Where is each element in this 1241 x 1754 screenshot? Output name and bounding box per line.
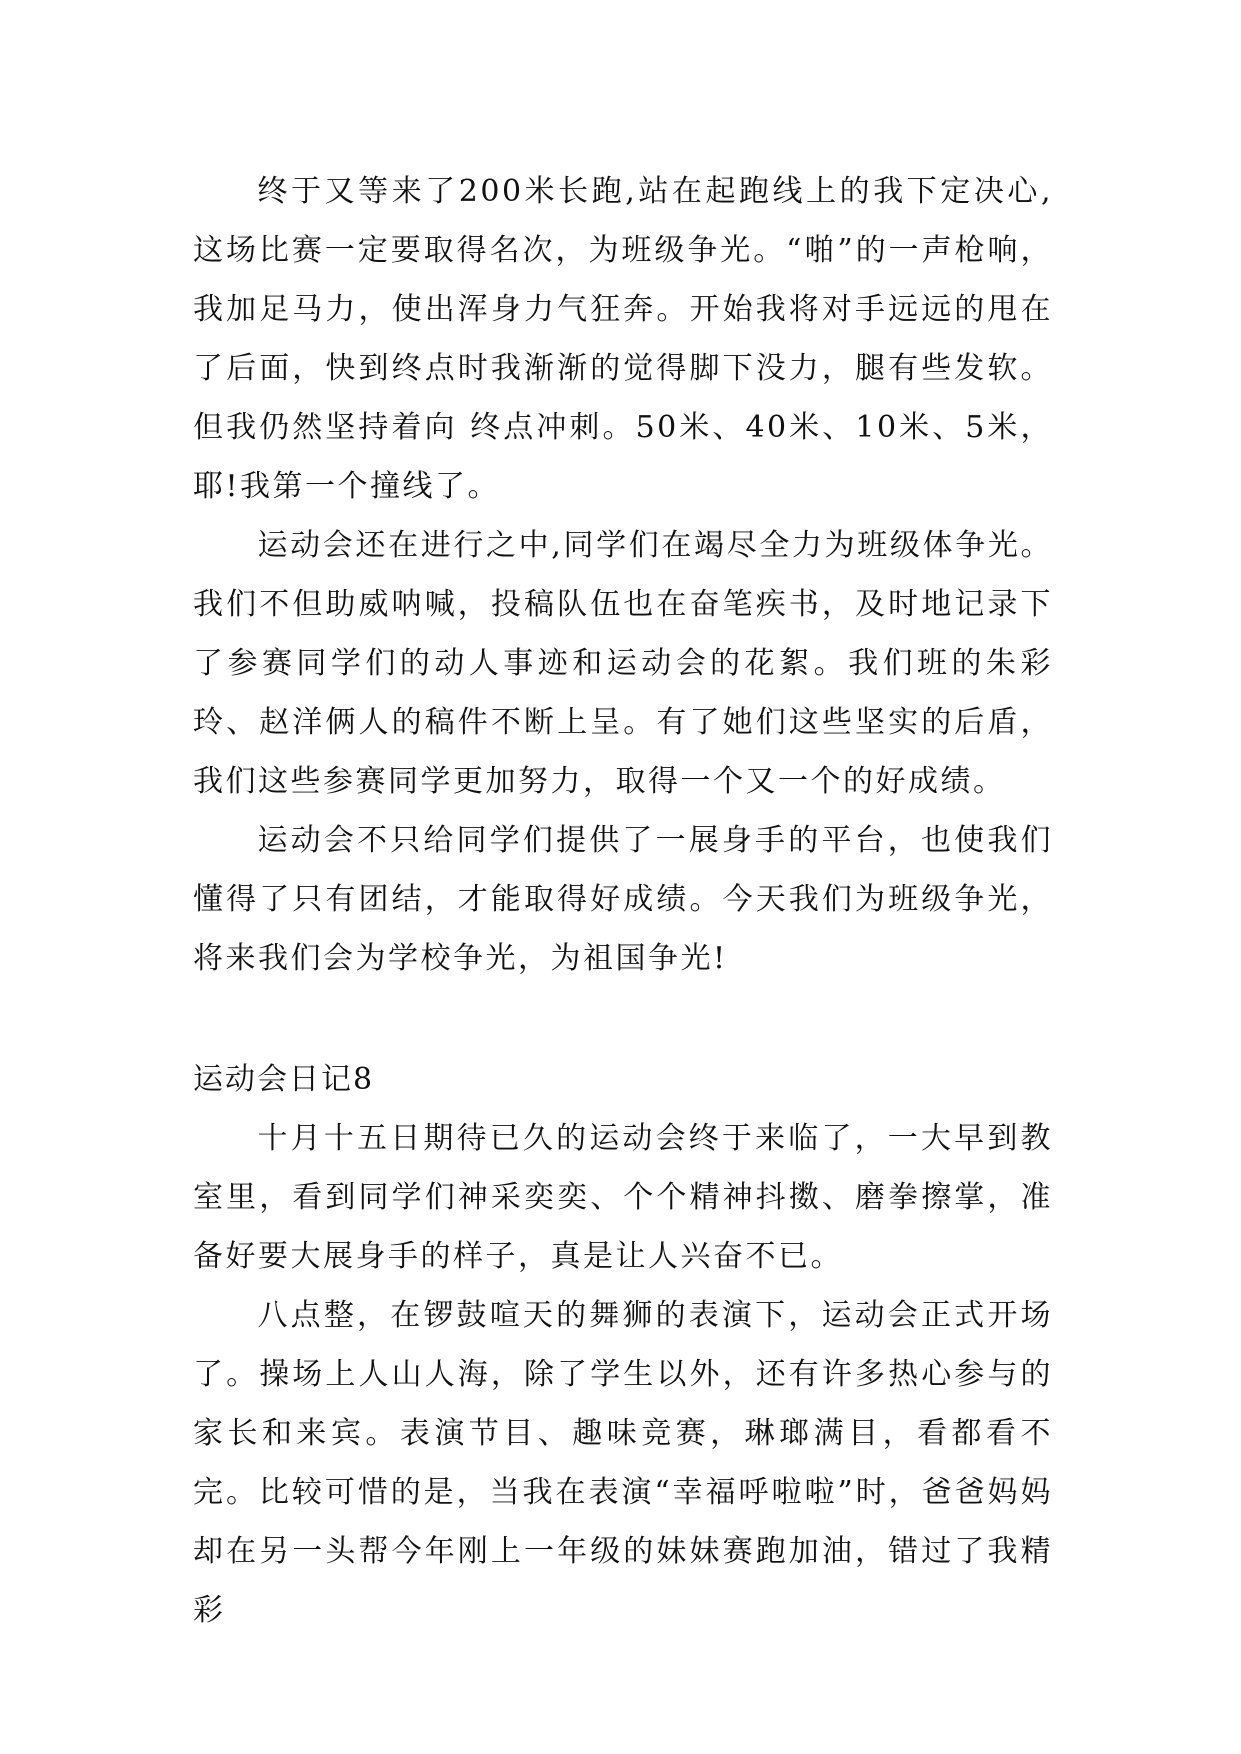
paragraph-unity-lesson: 运动会不只给同学们提供了一展身手的平台，也使我们懂得了只有团结，才能取得好成绩。今天我们为班级争光，将来我们会为学校争光，为祖国争光! <box>193 823 1053 976</box>
section-title: 运动会日记8 <box>193 1062 375 1097</box>
paragraph-cheering-team: 运动会还在进行之中,同学们在竭尽全力为班级体争光。我们不但助威呐喊，投稿队伍也在奋笔疾书，及时地记录下了参赛同学们的动人事迹和运动会的花絮。我们班的朱彩玲、赵洋俩人的稿件不断上呈。有了她们这些坚实的后盾，我们这些参赛同学更加努力，取得一个又一个的好成绩。 <box>193 528 1053 799</box>
paragraph-opening-ceremony: 八点整，在锣鼓喧天的舞狮的表演下，运动会正式开场了。操场上人山人海，除了学生以外，还有许多热心参与的家长和来宾。表演节目、趣味竞赛，琳瑯满目，看都看不完。比较可惜的是，当我在表演“幸福呼啦啦”时，爸爸妈妈却在另一头帮今年刚上一年级的妹妹赛跑加油，错过了我精彩 <box>193 1298 1053 1628</box>
paragraph-october-fifteenth: 十月十五日期待已久的运动会终于来临了，一大早到教室里，看到同学们神采奕奕、个个精神抖擞、磨拳擦掌，准备好要大展身手的样子，真是让人兴奋不已。 <box>193 1121 1053 1274</box>
document-body <box>193 162 1053 1640</box>
paragraph-200m-race: 终于又等来了200米长跑,站在起跑线上的我下定决心,这场比赛一定要取得名次，为班级争光。“啪”的一声枪响，我加足马力，使出浑身力气狂奔。开始我将对手远远的甩在了后面，快到终点时我渐渐的觉得脚下没力，腿有些发软。但我仍然坚持着向 终点冲刺。50米、40米、10米、5米，耶!我第一个撞线了。 <box>193 174 1053 504</box>
